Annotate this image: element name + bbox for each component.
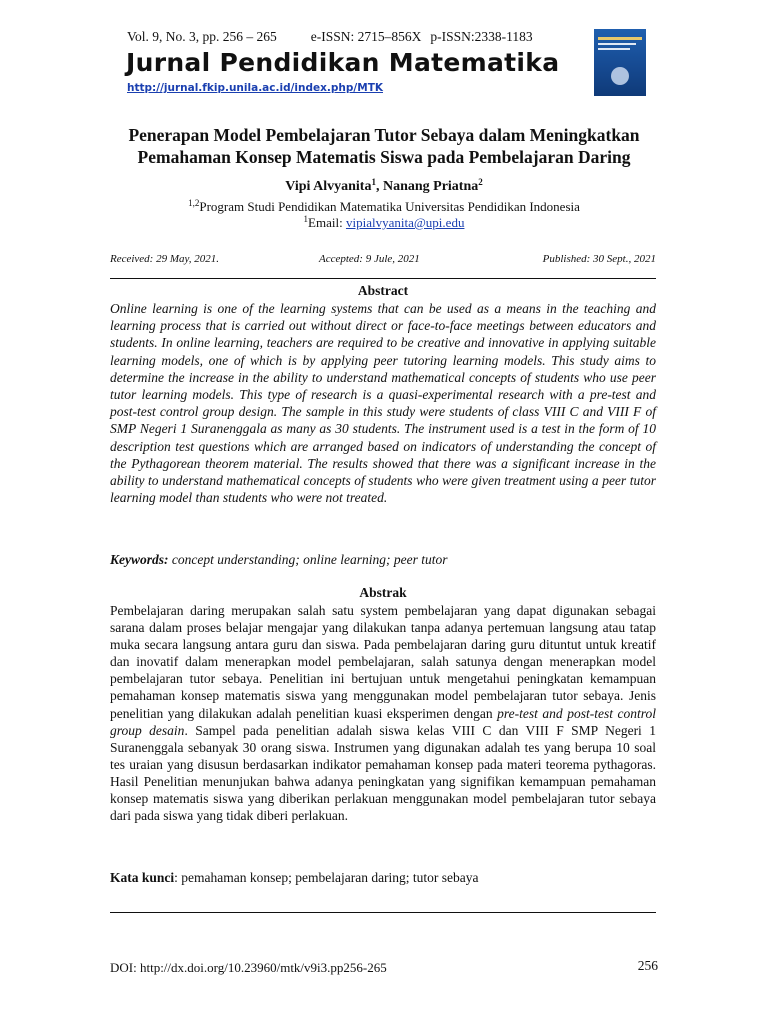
- issue-info: [127, 29, 533, 45]
- doi[interactable]: DOI: http://dx.doi.org/10.23960/mtk/v9i3.pp256-265: [110, 960, 387, 975]
- accepted-date: Accepted: 9 Jule, 2021: [319, 253, 420, 265]
- affiliation: [100, 199, 668, 215]
- author-separator: ,: [375, 179, 383, 194]
- keywords-text: concept understanding; online learning; peer tutor: [168, 552, 448, 567]
- email-link[interactable]: vipialvyanita@upi.edu: [345, 215, 465, 230]
- keywords-label: Keywords:: [110, 552, 169, 567]
- divider: [110, 278, 656, 279]
- affiliation-mark: 1,2: [188, 198, 200, 208]
- abstract-heading: Abstract: [357, 283, 409, 298]
- abstrak-text: Pembelajaran daring merupakan salah satu system pembelajaran yang dapat digunakan sebagai sarana dalam proses belajar mengajar yang dilakukan tanpa adanya pertemuan langsung atau tatap muka secara langsung antara guru dan siswa. Pada pembelajaran daring guru dituntut untuk kreatif dan inovatif dalam menerapkan model pembelajaran, salah satunya dengan menerapkan model pembelajaran tutor sebaya. Penelitian ini bertujuan untuk mengetahui peningkatan kemampuan pemahaman konsep matematis siswa yang menggunakan model pembelajaran tutor sebaya. Jenis penelitian yang dilakukan adalah penelitian kuasi eksperimen dengan: [110, 603, 656, 721]
- abstract-english: Online learning is one of the learning systems that can be used as a means in the teaching and learning process that is carried out without direct or face-to-face meetings between educators and students. In online learning, teachers are required to be creative and innovative in applying suitable learning models, one of which is by applying peer tutoring learning models. This study aims to determine the increase in the ability to understand mathematical concepts of students who use peer tutor learning models. This type of research is a quasi-experimental research with a pre-test and post-test control group design. The sample in this study were students of class VIII C and VIII F of SMP Negeri 1 Suranenggala as many as 30 students. The instrument used is a test in the form of 10 description test questions which are arranged based on indicators of understanding the concept of the Pythagorean theorem material. The results showed that there was a significant increase in the ability to understand mathematical concepts of students who were given treatment using a peer tutor learning model than students who were not treated.: [110, 301, 656, 506]
- author-name: Nanang Priatna: [382, 179, 479, 194]
- divider: [110, 912, 656, 913]
- page-number: 256: [637, 958, 658, 973]
- journal-cover-image: [594, 29, 646, 96]
- eissn: e-ISSN: 2715–856X: [310, 29, 422, 44]
- author-list: [100, 179, 668, 195]
- journal-title: Jurnal Pendidikan Matematika: [126, 48, 560, 77]
- email-label: Email:: [308, 215, 346, 230]
- pissn: p-ISSN:2338-1183: [430, 29, 533, 44]
- volume-info: Vol. 9, No. 3, pp. 256 – 265: [127, 29, 277, 44]
- kata-kunci: [110, 870, 656, 886]
- kata-kunci-label: Kata kunci: [110, 870, 175, 885]
- keywords: [110, 552, 656, 568]
- email-mark: 1: [303, 214, 309, 224]
- contact-email: [100, 215, 668, 231]
- kata-kunci-text: : pemahaman konsep; pembelajaran daring; tutor sebaya: [174, 870, 479, 885]
- affiliation-text: Program Studi Pendidikan Matematika Universitas Pendidikan Indonesia: [199, 199, 580, 214]
- received-date: Received: 29 May, 2021.: [110, 253, 220, 265]
- abstract-indonesian: [110, 602, 656, 824]
- published-date: Published: 30 Sept., 2021: [542, 253, 656, 265]
- journal-url-link[interactable]: http://jurnal.fkip.unila.ac.id/index.php/MTK: [127, 82, 383, 94]
- author-affiliation-mark: 1: [371, 177, 376, 187]
- article-title: Penerapan Model Pembelajaran Tutor Sebaya dalam Meningkatkan Pemahaman Konsep Matematis Siswa pada Pembelajaran Daring: [128, 125, 640, 167]
- abstrak-heading: Abstrak: [359, 585, 407, 600]
- abstrak-text: . Sampel pada penelitian adalah siswa kelas VIII C dan VIII F SMP Negeri 1 Suranenggala sebanyak 30 orang siswa. Instrumen yang digunakan adalah tes yang berupa 10 soal tes uraian yang disusun berdasarkan indikator pemahaman konsep pada materi teorema pythagoras. Hasil Penelitian menunjukan bahwa adanya peningkatan yang signifikan kemampuan pemahaman konsep matematis siswa yang diberikan perlakuan menggunakan model pembelajaran tutor sebaya dari pada siswa yang tidak diberi perlakuan.: [110, 722, 656, 824]
- author-name: Vipi Alvyanita: [285, 179, 372, 194]
- author-affiliation-mark: 2: [478, 177, 483, 187]
- abstrak-italic-text: pre-test and post-test control group desain: [110, 705, 656, 738]
